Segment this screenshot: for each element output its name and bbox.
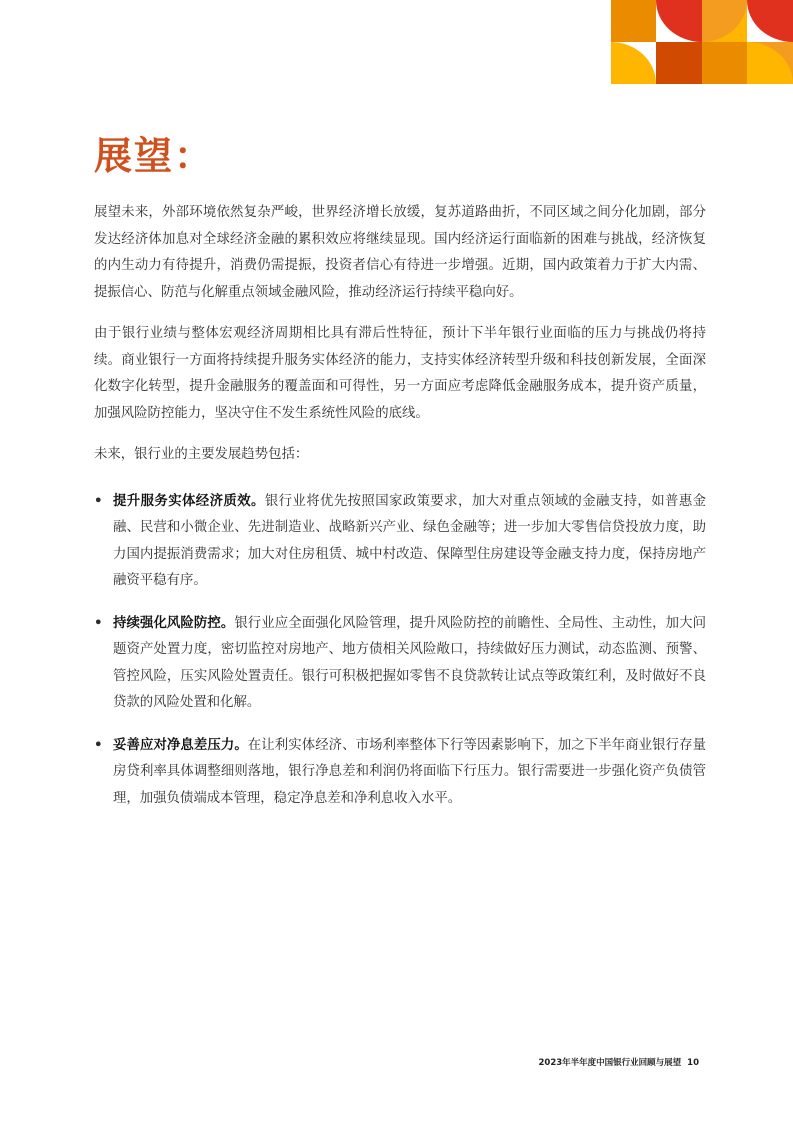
list-item: [94, 489, 706, 595]
footer-report-name: 2023年半年度中国银行业回顾与展望: [538, 1058, 682, 1068]
deco-tile-2-fill: [656, 0, 702, 42]
deco-tile-5: [611, 42, 656, 84]
page-footer: [538, 1056, 699, 1068]
bullet-lead: 提升服务实体经济质效。: [113, 493, 265, 509]
bullet-text: 银行业应全面强化风险管理，提升风险防控的前瞻性、全局性、主动性，加大问题资产处置力度，密切监控对房地产、地方债相关风险敞口，持续做好压力测试，动态监测、预警、管控风险，压实风险处置责任。银行可积极把握如零售不良贷款转让试点等政策红利，及时做好不良贷款的风险处置和化解。: [113, 615, 707, 710]
deco-tile-1: [611, 0, 656, 42]
main-content: [94, 200, 706, 828]
bullet-text: 在让利实体经济、市场利率整体下行等因素影响下，加之下半年商业银行存量房贷利率具体调整细则落地，银行净息差和利润仍将面临下行压力。银行需要进一步强化资产负债管理，加强负债端成本管理，稳定净息差和净利息收入水平。: [113, 737, 707, 806]
bullet-marker: •: [94, 493, 103, 509]
bullet-lead: 妥善应对净息差压力。: [113, 737, 248, 753]
page-number: 10: [687, 1058, 699, 1068]
corner-decoration-graphic: [611, 0, 793, 84]
deco-tile-7: [702, 42, 747, 84]
page-title: 展望：: [94, 134, 215, 178]
list-item: [94, 611, 706, 717]
paragraph-trends-intro: 未来，银行业的主要发展趋势包括：: [94, 447, 309, 462]
paragraph-banking-pressure: 由于银行业绩与整体宏观经济周期相比具有滞后性特征，预计下半年银行业面临的压力与挑战仍将持续。商业银行一方面将持续提升服务实体经济的能力，支持实体经济转型升级和科技创新发展，全面深化数字化转型，提升金融服务的覆盖面和可得性，另一方面应考虑降低金融服务成本，提升资产质量，加强风险防控能力，坚决守住不发生系统性风险的底线。: [94, 326, 706, 421]
bullet-marker: •: [94, 737, 103, 753]
bullet-lead: 持续强化风险防控。: [113, 615, 235, 631]
bullet-marker: •: [94, 615, 103, 631]
paragraph-outlook: 展望未来，外部环境依然复杂严峻，世界经济增长放缓，复苏道路曲折，不同区域之间分化加剧，部分发达经济体加息对全球经济金融的累积效应将继续显现。国内经济运行面临新的困难与挑战，经济恢复的内生动力有待提升，消费仍需提振，投资者信心有待进一步增强。近期，国内政策着力于扩大内需、提振信心、防范与化解重点领域金融风险，推动经济运行持续平稳向好。: [94, 205, 706, 300]
list-item: [94, 733, 706, 813]
bullet-text: 银行业将优先按照国家政策要求，加大对重点领域的金融支持，如普惠金融、民营和小微企业、先进制造业、战略新兴产业、绿色金融等；进一步加大零售信贷投放力度，助力国内提振消费需求；加大对住房租赁、城中村改造、保障型住房建设等金融支持力度，保持房地产融资平稳有序。: [113, 493, 707, 588]
trend-list: [94, 489, 706, 813]
deco-tile-6: [656, 42, 702, 84]
